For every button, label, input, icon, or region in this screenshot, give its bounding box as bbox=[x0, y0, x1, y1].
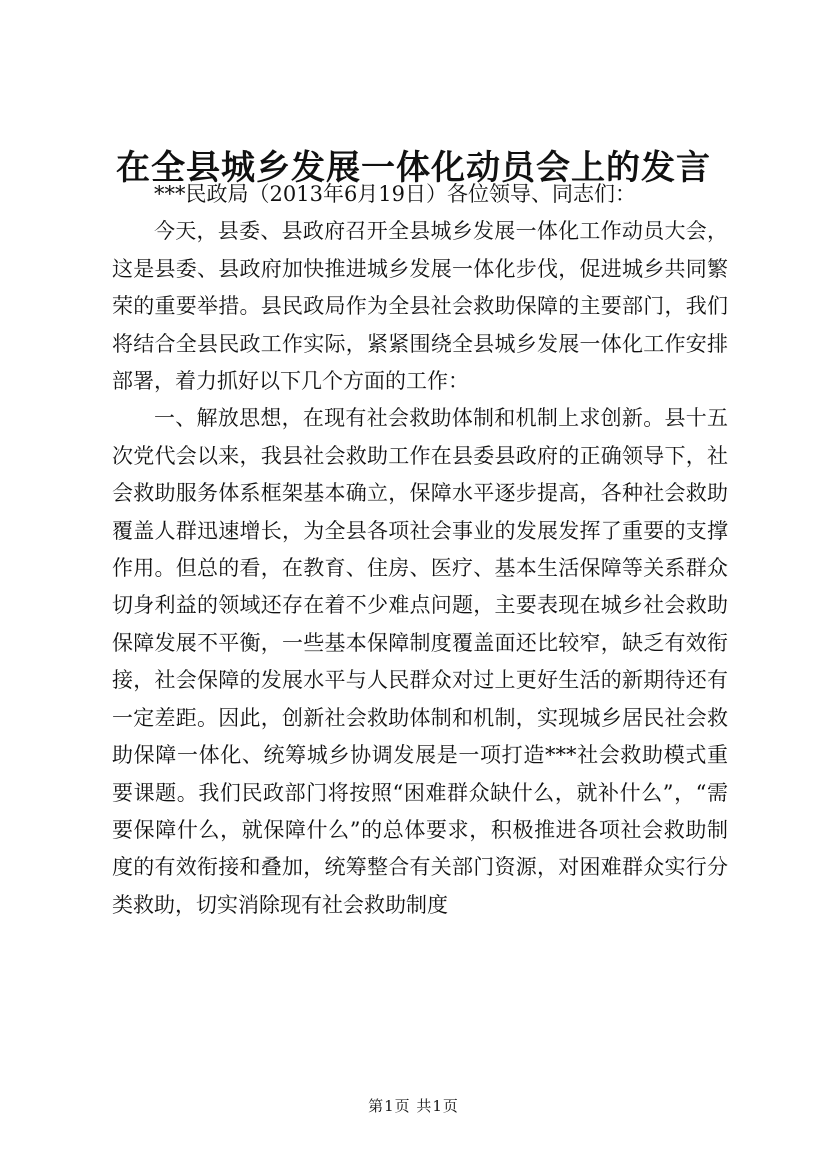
page-footer: 第1页 共1页 bbox=[368, 1097, 459, 1115]
paragraph-intro: 今天，县委、县政府召开全县城乡发展一体化工作动员大会，这是县委、县政府加快推进城乡发展一体化步伐，促进城乡共同繁荣的重要举措。县民政局作为全县社会救助保障的主要部门，我们将结合全县民政工作实际，紧紧围绕全县城乡发展一体化工作安排部署，着力抓好以下几个方面的工作： bbox=[112, 219, 728, 394]
document-title: 在全县城乡发展一体化动员会上的发言 bbox=[116, 148, 711, 188]
document-subline: ***民政局（2013年6月19日）各位领导、同志们： bbox=[154, 182, 637, 206]
document-body bbox=[112, 176, 728, 924]
paragraph-section-one: 一、解放思想，在现有社会救助体制和机制上求创新。县十五次党代会以来，我县社会救助工作在县委县政府的正确领导下，社会救助服务体系框架基本确立，保障水平逐步提高，各种社会救助覆盖人群迅速增长，为全县各项社会事业的发展发挥了重要的支撑作用。但总的看，在教育、住房、医疗、基本生活保障等关系群众切身利益的领域还存在着不少难点问题，主要表现在城乡社会救助保障发展不平衡，一些基本保障制度覆盖面还比较窄，缺乏有效衔接，社会保障的发展水平与人民群众对过上更好生活的新期待还有一定差距。因此，创新社会救助体制和机制，实现城乡居民社会救助保障一体化、统筹城乡协调发展是一项打造***社会救助模式重要课题。我们民政部门将按照“困难群众缺什么，就补什么”，“需要保障什么，就保障什么”的总体要求，积极推进各项社会救助制度的有效衔接和叠加，统筹整合有关部门资源，对困难群众实行分类救助，切实消除现有社会救助制度 bbox=[112, 406, 728, 917]
